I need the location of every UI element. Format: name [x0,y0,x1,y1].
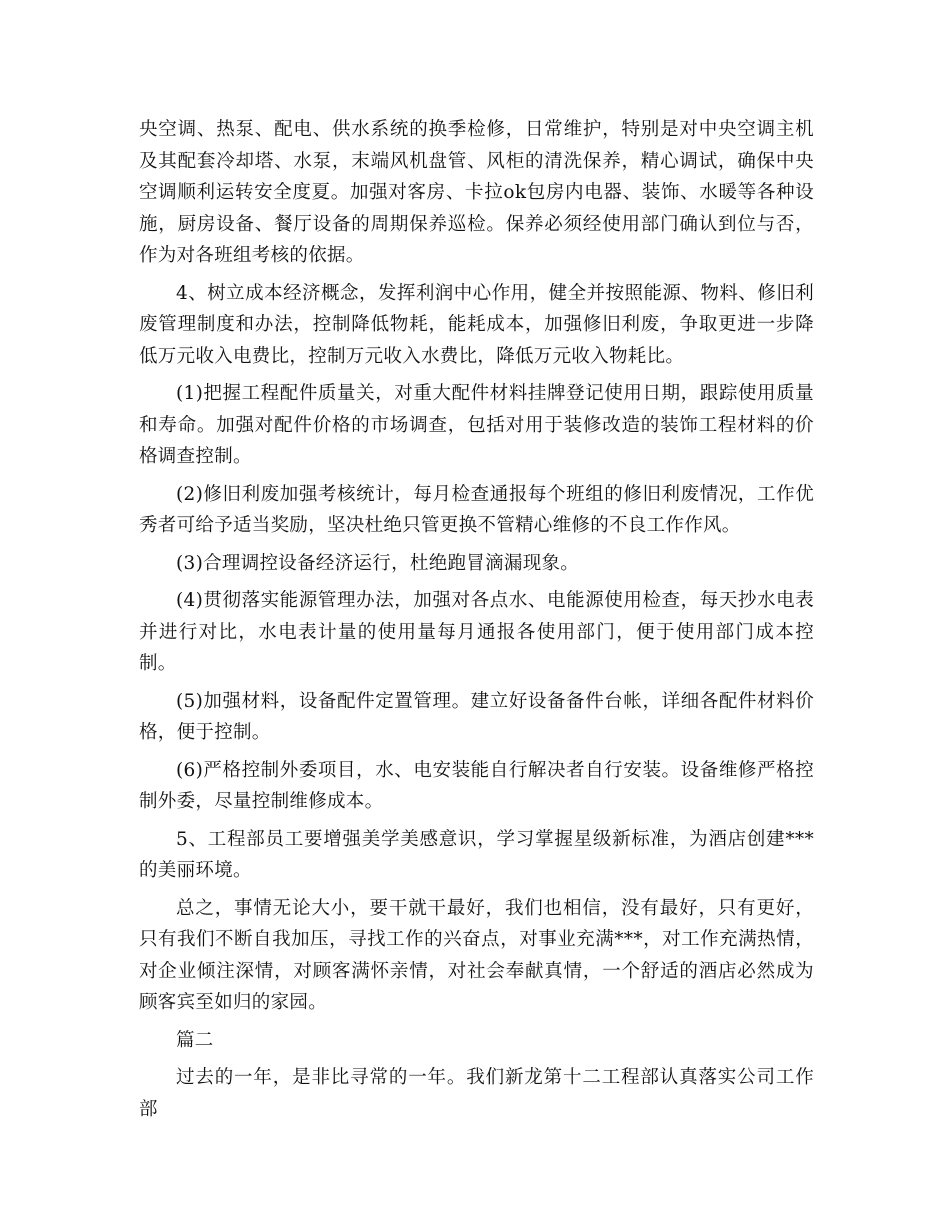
paragraph-subitem-1: (1)把握工程配件质量关，对重大配件材料挂牌登记使用日期，跟踪使用质量和寿命。加强对配件价格的市场调查，包括对用于装修改造的装饰工程材料的价格调查控制。 [139,383,814,467]
paragraph-continuation: 央空调、热泵、配电、供水系统的换季检修，日常维护，特别是对中央空调主机及其配套冷却塔、水泵，末端风机盘管、风柜的清洗保养，精心调试，确保中央空调顺利运转安全度夏。加强对客房、卡拉ok包房内电器、装饰、水暖等各种设施，厨房设备、餐厅设备的周期保养巡检。保养必须经使用部门确认到位与否，作为对各班组考核的依据。 [139,119,814,266]
document-body [139,114,814,1125]
paragraph-subitem-3: (3)合理调控设备经济运行，杜绝跑冒滴漏现象。 [176,552,580,574]
section-heading: 篇二 [176,1029,214,1051]
paragraph-summary: 总之，事情无论大小，要干就干最好，我们也相信，没有最好，只有更好，只有我们不断自我加压，寻找工作的兴奋点，对事业充满***，对工作充满热情，对企业倾注深情，对顾客满怀亲情，对社会奉献真情，一个舒适的酒店必然成为顾客宾至如归的家园。 [139,897,814,1013]
paragraph-item-4: 4、树立成本经济概念，发挥利润中心作用，健全并按照能源、物料、修旧利废管理制度和办法，控制降低物耗，能耗成本，加强修旧利废，争取更进一步降低万元收入电费比，控制万元收入水费比，降低万元收入物耗比。 [139,282,814,367]
paragraph-item-5: 5、工程部员工要增强美学美感意识，学习掌握星级新标准，为酒店创建***的美丽环境。 [139,828,814,881]
paragraph-section-two-intro: 过去的一年，是非比寻常的一年。我们新龙第十二工程部认真落实公司工作部 [139,1067,814,1120]
paragraph-subitem-2: (2)修旧利废加强考核统计，每月检查通报每个班组的修旧利废情况，工作优秀者可给予适当奖励，坚决杜绝只管更换不管精心维修的不良工作作风。 [139,483,814,536]
paragraph-subitem-5: (5)加强材料，设备配件定置管理。建立好设备备件台帐，详细各配件材料价格，便于控制。 [139,690,814,743]
paragraph-subitem-4: (4)贯彻落实能源管理办法，加强对各点水、电能源使用检查，每天抄水电表并进行对比，水电表计量的使用量每月通报各使用部门，便于使用部门成本控制。 [139,590,814,674]
paragraph-subitem-6: (6)严格控制外委项目，水、电安装能自行解决者自行安装。设备维修严格控制外委，尽量控制维修成本。 [139,759,814,812]
